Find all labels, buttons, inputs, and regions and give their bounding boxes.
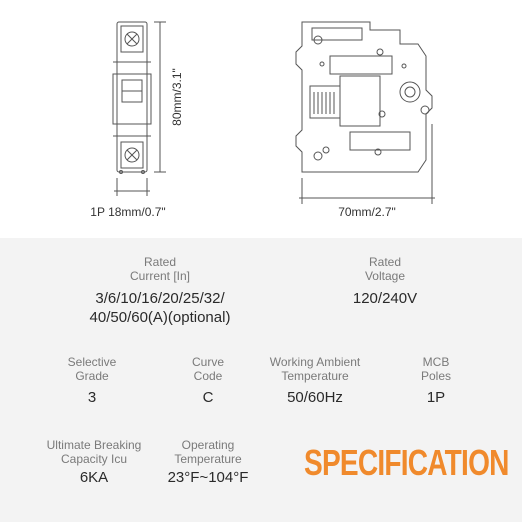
- breaking-capacity-value: 6KA: [79, 469, 109, 486]
- breaker-dimension-diagram: [0, 0, 522, 232]
- side-width-dimension-label: 70mm/2.7": [338, 205, 396, 219]
- breaking-capacity-label: Ultimate Breaking Capacity Icu: [46, 438, 142, 466]
- front-width-dimension-label: 1P 18mm/0.7": [90, 205, 166, 219]
- specification-heading: SPECIFICATION: [304, 442, 509, 483]
- mcb-poles-value: 1P: [426, 389, 446, 406]
- working-temperature-value: 50/60Hz: [287, 389, 343, 406]
- selective-grade-value: 3: [87, 389, 97, 406]
- curve-code-label: Curve Code: [191, 355, 224, 383]
- working-temperature-label: Working Ambient Temperature: [269, 355, 361, 383]
- rated-voltage-label: Rated Voltage: [364, 255, 406, 283]
- rated-current-label: Rated Current [In]: [129, 255, 191, 283]
- selective-grade-label: Selective Grade: [67, 355, 117, 383]
- mcb-poles-label: MCB Poles: [420, 355, 452, 383]
- rated-current-value: 3/6/10/16/20/25/32/ 40/50/60(A)(optional): [89, 290, 231, 326]
- curve-code-value: C: [202, 389, 214, 406]
- operating-temperature-label: Operating Temperature: [174, 438, 242, 466]
- rated-voltage-value: 120/240V: [352, 290, 418, 307]
- height-dimension-label: 80mm/3.1": [170, 68, 184, 126]
- operating-temperature-value: 23°F~104°F: [167, 469, 249, 486]
